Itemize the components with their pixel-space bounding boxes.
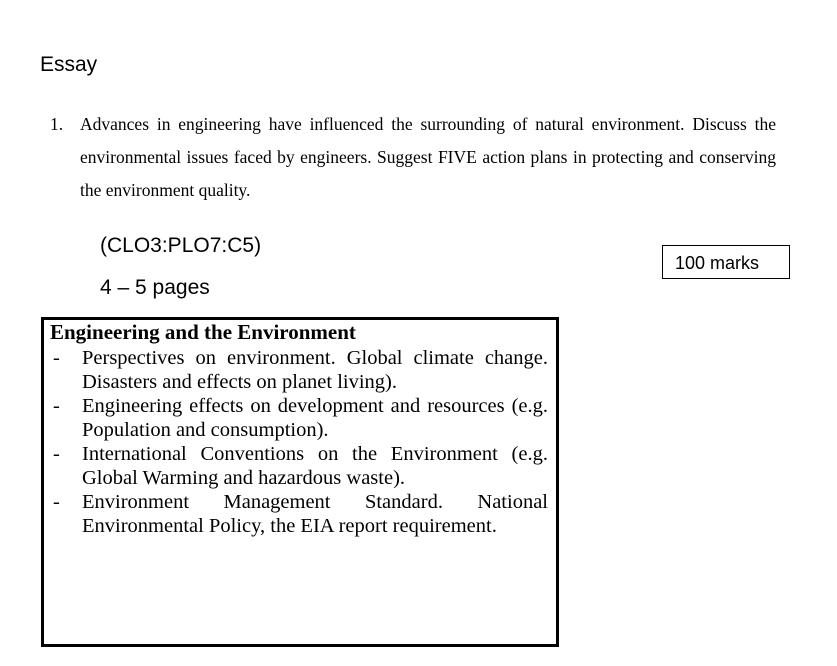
essay-question xyxy=(50,108,776,207)
syllabus-item xyxy=(50,442,548,490)
syllabus-item-text: International Conventions on the Environment (e.g. Global Warming and hazardous waste). xyxy=(82,443,548,489)
syllabus-box xyxy=(41,317,559,647)
page-length: 4 – 5 pages xyxy=(100,276,210,299)
syllabus-item-text: Environment Management Standard. National Environmental Policy, the EIA report requirement. xyxy=(82,491,548,537)
syllabus-item xyxy=(50,346,548,394)
question-number: 1. xyxy=(50,114,64,134)
question-text: Advances in engineering have influenced the surrounding of natural environment. Discuss the environmental issues faced by engineers. Suggest FIVE action plans in protecting and conserving the environment quality. xyxy=(80,114,776,200)
marks-badge: 100 marks xyxy=(662,245,790,279)
syllabus-item-text: Perspectives on environment. Global climate change. Disasters and effects on planet living). xyxy=(82,347,548,393)
syllabus-list xyxy=(50,346,548,538)
syllabus-item-text: Engineering effects on development and resources (e.g. Population and consumption). xyxy=(82,395,548,441)
bullet-dash: - xyxy=(53,443,60,465)
bullet-dash: - xyxy=(53,395,60,417)
syllabus-item xyxy=(50,394,548,442)
bullet-dash: - xyxy=(53,491,60,513)
page-heading: Essay xyxy=(40,53,98,76)
syllabus-item xyxy=(50,490,548,538)
syllabus-title: Engineering and the Environment xyxy=(50,320,356,344)
bullet-dash: - xyxy=(53,347,60,369)
outcome-code: (CLO3:PLO7:C5) xyxy=(100,234,262,257)
